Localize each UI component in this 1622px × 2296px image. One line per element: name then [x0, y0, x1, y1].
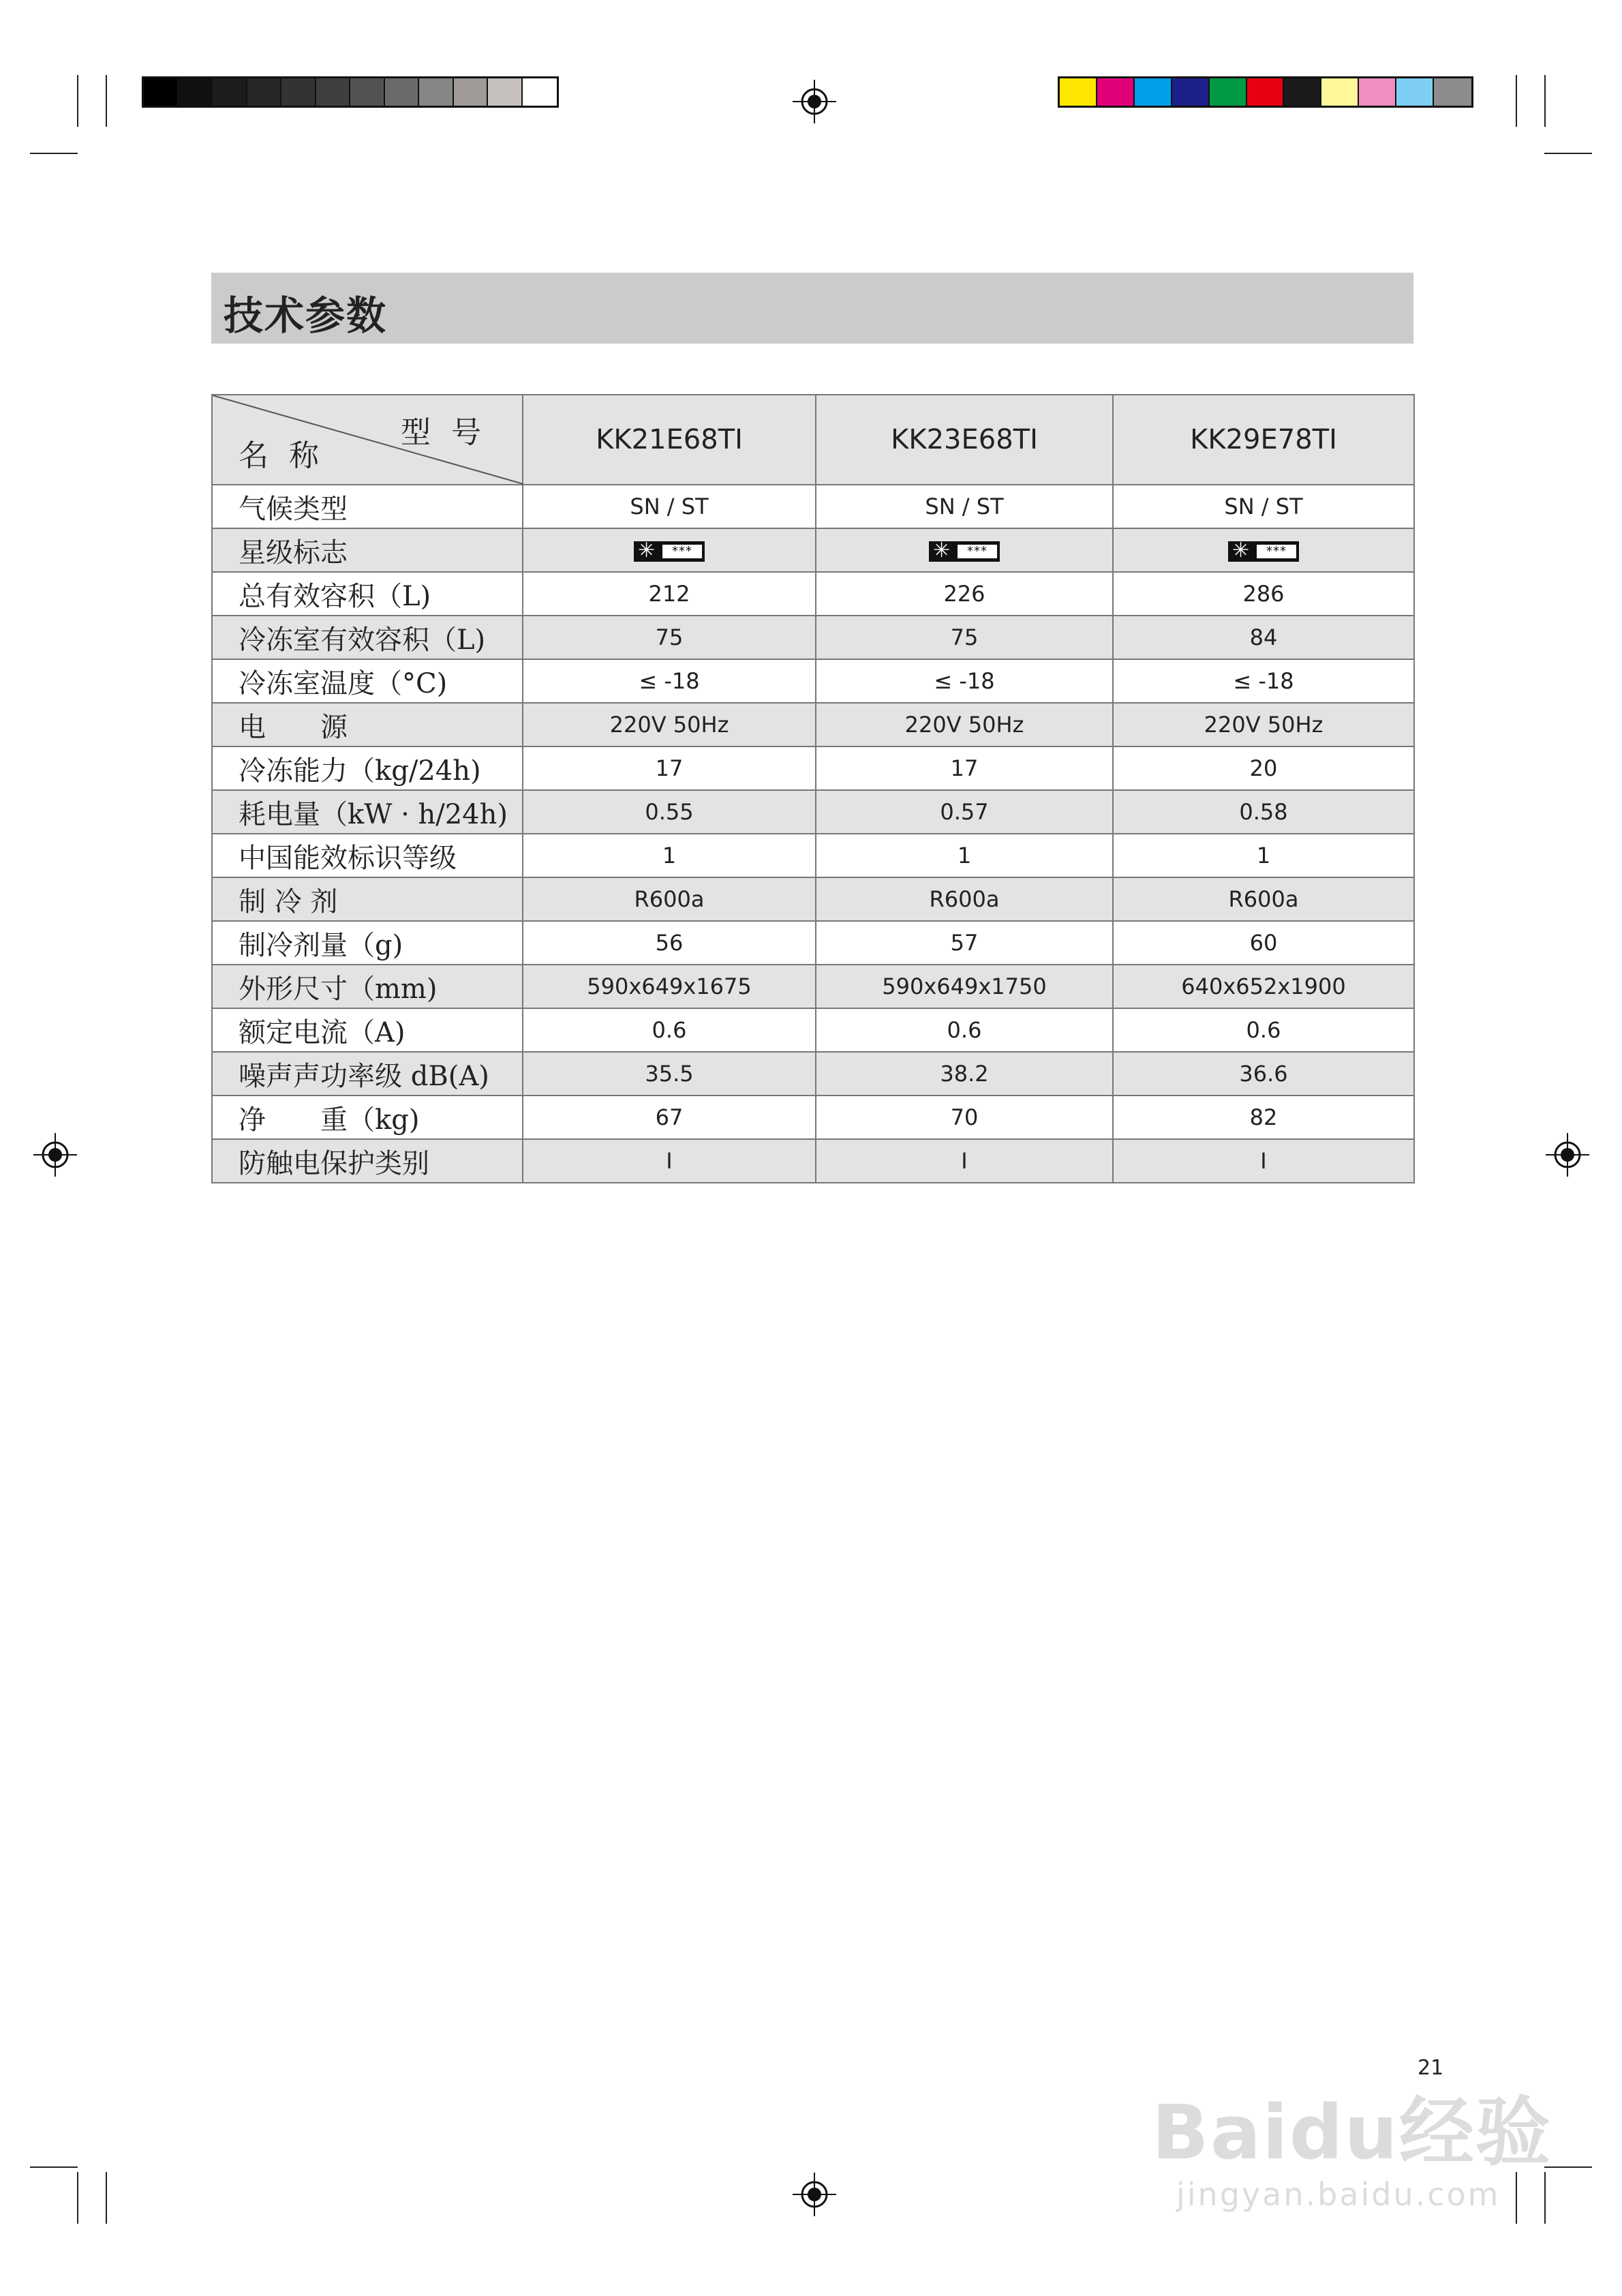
color-swatch	[488, 78, 523, 106]
row-label: 电 源	[212, 703, 523, 746]
spec-table	[211, 394, 1415, 1183]
row-value: 75	[523, 616, 816, 659]
color-swatch	[1097, 78, 1135, 106]
color-swatch	[213, 78, 247, 106]
color-swatch	[385, 78, 420, 106]
color-swatch	[419, 78, 454, 106]
row-value: 1	[1113, 834, 1414, 877]
name-label: 名称	[239, 438, 339, 473]
row-label: 制 冷 剂	[212, 877, 523, 921]
color-swatch	[281, 78, 316, 106]
baidu-watermark	[1152, 2072, 1552, 2213]
color-swatch	[144, 78, 179, 106]
row-value: 57	[816, 921, 1113, 965]
color-swatch	[523, 78, 557, 106]
model-header: KK23E68TI	[816, 395, 1113, 485]
color-swatch	[454, 78, 489, 106]
watermark-logo: Baidu经验	[1152, 2089, 1552, 2176]
row-value: SN / ST	[816, 485, 1113, 528]
freezer-star-rating-icon: ✳ ***	[1228, 541, 1299, 562]
row-value: 67	[523, 1096, 816, 1139]
table-row	[212, 834, 1414, 877]
table-row	[212, 659, 1414, 703]
row-value: SN / ST	[523, 485, 816, 528]
section-title-bar	[211, 273, 1413, 344]
row-label: 额定电流（A)	[212, 1008, 523, 1052]
row-value: 590x649x1750	[816, 965, 1113, 1008]
color-swatch	[1135, 78, 1172, 106]
color-swatch	[1210, 78, 1247, 106]
row-value: 56	[523, 921, 816, 965]
row-value: 38.2	[816, 1052, 1113, 1096]
registration-mark-icon	[33, 1133, 77, 1177]
table-row	[212, 485, 1414, 528]
row-value: 36.6	[1113, 1052, 1414, 1096]
color-swatch	[179, 78, 213, 106]
row-value: 60	[1113, 921, 1414, 965]
crop-mark	[30, 2166, 78, 2168]
registration-mark-icon	[793, 80, 836, 123]
color-swatch	[1247, 78, 1285, 106]
crop-mark	[106, 75, 107, 127]
row-value: ≤ -18	[523, 659, 816, 703]
row-value: 212	[523, 572, 816, 616]
row-value: 220V 50Hz	[1113, 703, 1414, 746]
row-value: 0.58	[1113, 790, 1414, 834]
row-value: 75	[816, 616, 1113, 659]
row-value	[1113, 528, 1414, 572]
page-title: 技术参数	[224, 292, 388, 339]
color-swatch	[350, 78, 385, 106]
color-swatch	[1172, 78, 1210, 106]
row-label: 噪声声功率级 dB(A)	[212, 1052, 523, 1096]
color-calibration-strip	[1058, 76, 1473, 108]
freezer-star-rating-icon: ✳ ***	[929, 541, 1000, 562]
page-number: 21	[1418, 2056, 1444, 2080]
table-row	[212, 746, 1414, 790]
row-value: 220V 50Hz	[523, 703, 816, 746]
row-value: 590x649x1675	[523, 965, 816, 1008]
row-value: I	[1113, 1139, 1414, 1183]
row-label: 净 重（kg)	[212, 1096, 523, 1139]
model-header: KK29E78TI	[1113, 395, 1414, 485]
row-value: 1	[816, 834, 1113, 877]
row-label: 冷冻室温度（°C)	[212, 659, 523, 703]
grayscale-calibration-strip	[142, 76, 559, 108]
row-value: 0.6	[523, 1008, 816, 1052]
row-value: 0.57	[816, 790, 1113, 834]
table-row	[212, 572, 1414, 616]
row-value: R600a	[816, 877, 1113, 921]
crop-mark	[1544, 153, 1592, 154]
table-row	[212, 616, 1414, 659]
table-row	[212, 965, 1414, 1008]
row-value	[816, 528, 1113, 572]
color-swatch	[1284, 78, 1321, 106]
row-value: 20	[1113, 746, 1414, 790]
table-row	[212, 528, 1414, 572]
table-row	[212, 703, 1414, 746]
row-label: 冷冻能力（kg/24h)	[212, 746, 523, 790]
row-value: 35.5	[523, 1052, 816, 1096]
table-row	[212, 877, 1414, 921]
registration-mark-icon	[793, 2173, 836, 2216]
row-value	[523, 528, 816, 572]
table-row	[212, 1052, 1414, 1096]
row-value: 286	[1113, 572, 1414, 616]
row-label: 防触电保护类别	[212, 1139, 523, 1183]
row-value: 226	[816, 572, 1113, 616]
row-value: SN / ST	[1113, 485, 1414, 528]
table-row	[212, 1096, 1414, 1139]
row-value: ≤ -18	[816, 659, 1113, 703]
table-row	[212, 790, 1414, 834]
color-swatch	[1434, 78, 1471, 106]
row-value: 17	[523, 746, 816, 790]
row-label: 外形尺寸（mm)	[212, 965, 523, 1008]
color-swatch	[1396, 78, 1434, 106]
model-header: KK21E68TI	[523, 395, 816, 485]
crop-mark	[1544, 75, 1546, 127]
crop-mark	[106, 2172, 107, 2224]
table-row	[212, 1008, 1414, 1052]
row-value: 84	[1113, 616, 1414, 659]
row-value: R600a	[523, 877, 816, 921]
crop-mark	[1516, 75, 1517, 127]
table-row	[212, 921, 1414, 965]
watermark-url: jingyan.baidu.com	[1176, 2176, 1501, 2213]
crop-mark	[30, 153, 78, 154]
row-label: 星级标志	[212, 528, 523, 572]
row-value: 17	[816, 746, 1113, 790]
row-value: I	[816, 1139, 1113, 1183]
table-header-row	[212, 395, 1414, 485]
row-label: 冷冻室有效容积（L)	[212, 616, 523, 659]
row-value: 0.55	[523, 790, 816, 834]
row-value: 0.6	[1113, 1008, 1414, 1052]
registration-mark-icon	[1546, 1133, 1589, 1177]
row-label: 制冷剂量（g)	[212, 921, 523, 965]
row-value: 82	[1113, 1096, 1414, 1139]
row-label: 中国能效标识等级	[212, 834, 523, 877]
row-label: 耗电量（kW · h/24h)	[212, 790, 523, 834]
row-value: ≤ -18	[1113, 659, 1414, 703]
color-swatch	[1060, 78, 1097, 106]
freezer-star-rating-icon: ✳ ***	[634, 541, 705, 562]
header-diagonal-cell	[212, 395, 523, 485]
table-row	[212, 1139, 1414, 1183]
row-value: R600a	[1113, 877, 1414, 921]
color-swatch	[316, 78, 351, 106]
row-value: 70	[816, 1096, 1113, 1139]
color-swatch	[247, 78, 282, 106]
row-label: 气候类型	[212, 485, 523, 528]
row-value: 1	[523, 834, 816, 877]
crop-mark	[77, 2172, 78, 2224]
color-swatch	[1359, 78, 1396, 106]
row-label: 总有效容积（L)	[212, 572, 523, 616]
color-swatch	[1321, 78, 1359, 106]
model-label: 型号	[401, 415, 502, 450]
row-value: I	[523, 1139, 816, 1183]
crop-mark	[77, 75, 78, 127]
row-value: 220V 50Hz	[816, 703, 1113, 746]
row-value: 640x652x1900	[1113, 965, 1414, 1008]
row-value: 0.6	[816, 1008, 1113, 1052]
